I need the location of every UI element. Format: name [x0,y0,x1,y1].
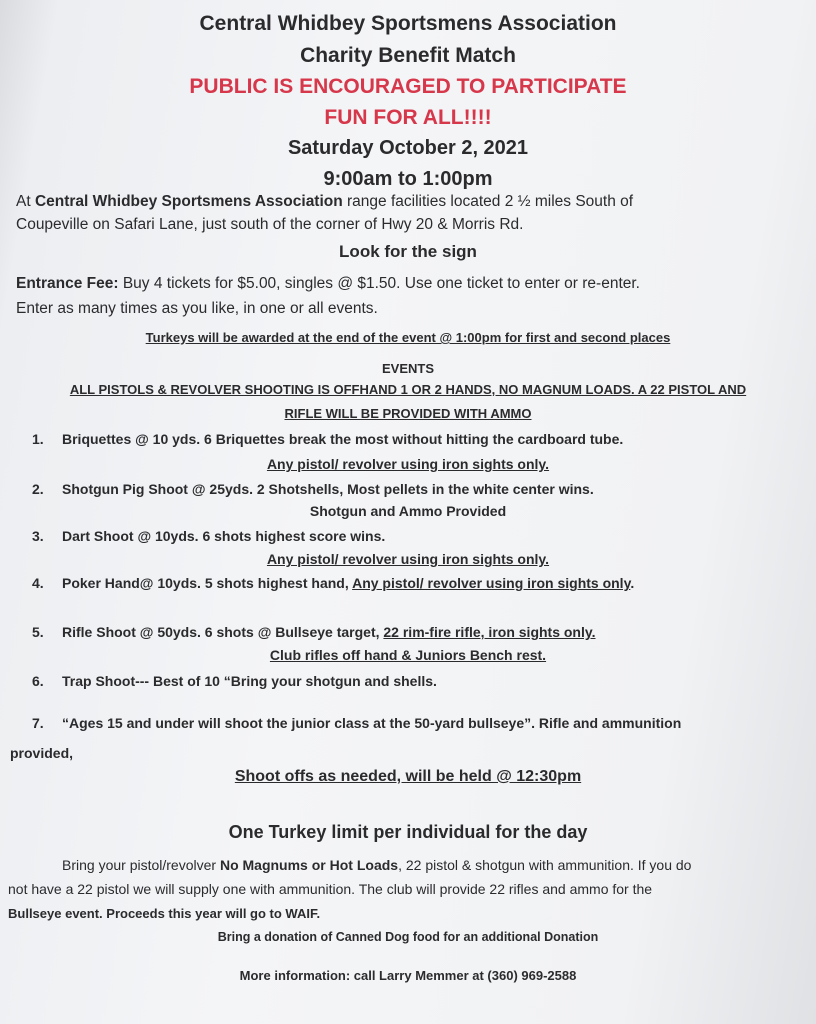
events-rules-line-2: RIFLE WILL BE PROVIDED WITH AMMO [284,406,532,421]
event-subtitle: Charity Benefit Match [300,44,516,67]
event-sub: Shotgun and Ammo Provided [309,503,507,519]
donation-note: Bring a donation of Canned Dog food for an additional Donation [217,930,599,944]
event-sub: Any pistol/ revolver using iron sights only. [266,551,550,567]
event-text-underlined: 22 rim-fire rifle, iron sights only. [383,624,596,640]
event-item [32,481,594,497]
event-text: Dart Shoot @ 10yds. 6 shots highest score wins. [62,528,386,544]
bring-line-2: not have a 22 pistol we will supply one with ammunition. The club will provide 22 rifles and ammo for the [8,881,653,897]
fee-line-2: Enter as many times as you like, in one or all events. [16,300,378,317]
location-prefix: At [16,193,35,210]
event-item [32,715,681,731]
bring-line-1 [62,857,691,873]
event-item [32,624,596,640]
sign-note: Look for the sign [339,242,477,261]
event-text-underlined: Any pistol/ revolver using iron sights only [352,575,631,591]
bring-start: Bring your pistol/revolver [62,857,220,873]
event-continuation: provided, [10,745,74,761]
event-date: Saturday October 2, 2021 [287,137,529,159]
event-number: 2. [32,481,44,497]
event-text: Briquettes @ 10 yds. 6 Briquettes break the most without hitting the cardboard tube. [62,431,624,447]
event-sub: Club rifles off hand & Juniors Bench rest. [269,647,547,663]
org-title: Central Whidbey Sportsmens Association [199,12,617,35]
location-line-2: Coupeville on Safari Lane, just south of the corner of Hwy 20 & Morris Rd. [16,216,524,233]
location-rest: range facilities located 2 ½ miles South of [342,193,634,210]
event-text: “Ages 15 and under will shoot the junior class at the 50-yard bullseye”. Rifle and ammunition [62,715,682,731]
event-number: 7. [32,715,44,731]
bring-bold: No Magnums or Hot Loads [219,857,399,873]
event-item [32,673,437,689]
event-sub: Any pistol/ revolver using iron sights only. [266,456,550,472]
event-item [32,575,634,591]
event-number: 3. [32,528,44,544]
turkey-limit: One Turkey limit per individual for the day [228,822,588,842]
turkeys-note: Turkeys will be awarded at the end of the event @ 1:00pm for first and second places [145,330,671,345]
fun-notice: FUN FOR ALL!!!! [324,106,492,129]
event-number: 6. [32,673,44,689]
event-item [32,431,623,447]
event-number: 1. [32,431,44,447]
location-line-1 [16,193,633,211]
event-text-end: . [630,575,635,591]
fee-line-1 [16,275,640,293]
fee-text: Buy 4 tickets for $5.00, singles @ $1.50. Use one ticket to enter or re-enter. [118,275,640,292]
event-text: Shotgun Pig Shoot @ 25yds. 2 Shotshells, Most pellets in the white center wins. [62,481,594,497]
event-text: Trap Shoot--- Best of 10 “Bring your shotgun and shells. [62,673,437,689]
events-heading: EVENTS [381,361,434,376]
event-text: Poker Hand@ 10yds. 5 shots highest hand, [62,575,353,591]
event-text: Rifle Shoot @ 50yds. 6 shots @ Bullseye target, [62,624,384,640]
fee-label: Entrance Fee: [16,275,119,292]
contact-info: More information: call Larry Memmer at (360) 969-2588 [239,968,577,983]
event-number: 4. [32,575,44,591]
location-org: Central Whidbey Sportsmens Association [34,193,343,210]
bring-line-3: Bullseye event. Proceeds this year will go to WAIF. [8,906,321,921]
events-rules-line-1: ALL PISTOLS & REVOLVER SHOOTING IS OFFHAND 1 OR 2 HANDS, NO MAGNUM LOADS. A 22 PISTOL AND [69,382,747,397]
event-number: 5. [32,624,44,640]
bring-rest: , 22 pistol & shotgun with ammunition. If you do [398,857,692,873]
shoot-offs: Shoot offs as needed, will be held @ 12:30pm [234,768,582,785]
public-notice: PUBLIC IS ENCOURAGED TO PARTICIPATE [189,75,627,98]
event-time: 9:00am to 1:00pm [323,168,493,190]
event-item [32,528,385,544]
